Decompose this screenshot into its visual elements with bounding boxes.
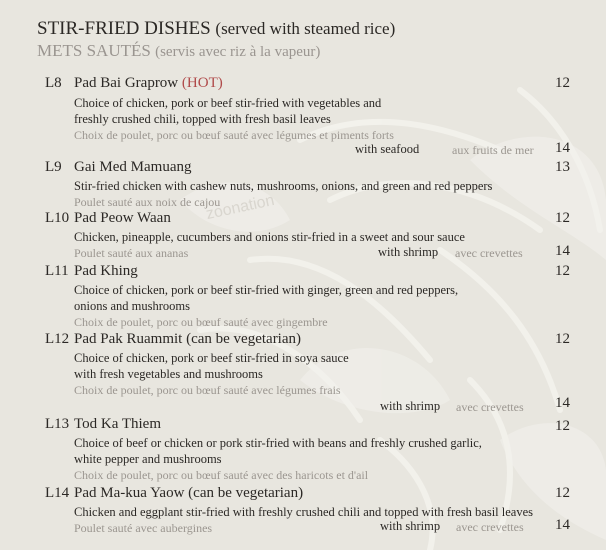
section-title-en-main: STIR-FRIED DISHES — [37, 18, 211, 39]
item-price: 12 — [555, 75, 570, 91]
section-title-en-sub: (served with steamed rice) — [215, 19, 396, 38]
hot-badge: (HOT) — [181, 75, 223, 91]
item-description-line: Stir-fried chicken with cashew nuts, mushrooms, onions, and green and red peppers — [74, 179, 493, 193]
option-label-fr: avec crevettes — [456, 400, 524, 414]
item-description-line: freshly crushed chili, topped with fresh basil leaves — [74, 112, 331, 126]
item-description-fr: Choix de poulet, porc ou bœuf sauté avec légumes frais — [74, 383, 341, 397]
option-price: 14 — [555, 395, 570, 411]
item-name: Pad Ma-kua Yaow (can be vegetarian) — [74, 485, 304, 501]
option-label-fr: aux fruits de mer — [452, 143, 534, 157]
item-description-line: Choice of beef or chicken or pork stir-fried with beans and freshly crushed garlic, — [74, 436, 482, 450]
option-label: with seafood — [355, 142, 420, 156]
option-price: 14 — [555, 243, 570, 259]
item-code: L11 — [45, 263, 69, 279]
item-description-fr: Choix de poulet, porc ou bœuf sauté avec gingembre — [74, 315, 328, 329]
option-price: 14 — [555, 140, 570, 156]
item-description-line: white pepper and mushrooms — [74, 452, 222, 466]
item-description-fr: Poulet sauté aux ananas — [74, 246, 189, 260]
option-label: with shrimp — [380, 519, 441, 533]
item-description-line: onions and mushrooms — [74, 299, 190, 313]
item-description-line: Choice of chicken, pork or beef stir-fried in soya sauce — [74, 351, 349, 365]
item-price: 12 — [555, 418, 570, 434]
option-label-fr: avec crevettes — [456, 520, 524, 534]
item-name: Gai Med Mamuang — [74, 159, 192, 175]
item-description-line: Chicken and eggplant stir-fried with freshly crushed chili and topped with fresh basil leaves — [74, 505, 533, 519]
item-price: 13 — [555, 159, 570, 175]
item-price: 12 — [555, 263, 570, 279]
item-description-fr: Choix de poulet, porc ou bœuf sauté avec des haricots et d'ail — [74, 468, 369, 482]
watermark-text: zoonation — [204, 191, 276, 224]
option-price: 14 — [555, 517, 570, 533]
item-code: L8 — [45, 75, 62, 91]
item-code: L12 — [45, 331, 70, 347]
item-name: Pad Bai Graprow (HOT) — [74, 75, 223, 91]
option-label: with shrimp — [380, 399, 441, 413]
item-description-line: Chicken, pineapple, cucumbers and onions stir-fried in a sweet and sour sauce — [74, 230, 465, 244]
section-title-fr — [37, 41, 320, 61]
item-price: 12 — [555, 210, 570, 226]
item-name: Pad Peow Waan — [74, 210, 171, 226]
item-description-fr: Poulet sauté avec aubergines — [74, 521, 213, 535]
item-name: Pad Khing — [74, 263, 138, 279]
section-title-en — [37, 18, 395, 40]
item-code: L14 — [45, 485, 70, 501]
item-description-line: Choice of chicken, pork or beef stir-fried with ginger, green and red peppers, — [74, 283, 459, 297]
item-name: Tod Ka Thiem — [74, 416, 161, 432]
option-label-fr: avec crevettes — [455, 246, 523, 260]
section-title-fr-main: METS SAUTÉS — [37, 41, 151, 60]
section-title-fr-sub: (servis avec riz à la vapeur) — [155, 44, 321, 60]
item-description-fr: Poulet sauté aux noix de cajou — [74, 195, 221, 209]
item-code: L10 — [45, 210, 70, 226]
item-price: 12 — [555, 485, 570, 501]
item-price: 12 — [555, 331, 570, 347]
item-code: L13 — [45, 416, 70, 432]
option-label: with shrimp — [378, 245, 439, 259]
item-description-line: with fresh vegetables and mushrooms — [74, 367, 263, 381]
item-description-line: Choice of chicken, pork or beef stir-fried with vegetables and — [74, 96, 382, 110]
item-name: Pad Pak Ruammit (can be vegetarian) — [74, 331, 302, 347]
item-code: L9 — [45, 159, 62, 175]
item-description-fr: Choix de poulet, porc ou bœuf sauté avec légumes et piments forts — [74, 128, 394, 142]
